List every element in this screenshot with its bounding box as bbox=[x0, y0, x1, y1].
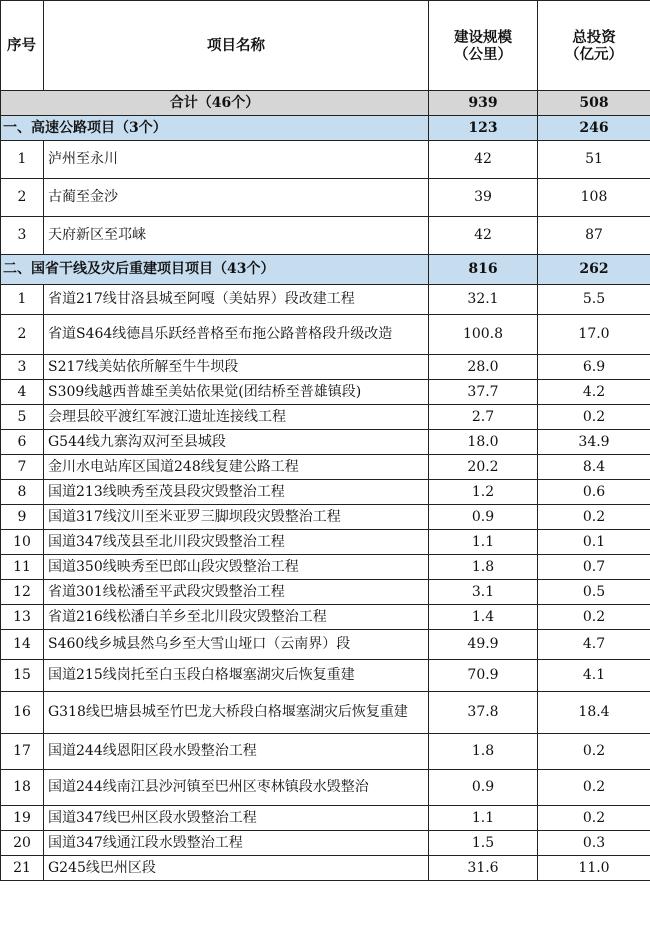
row-scale: 39 bbox=[429, 179, 538, 217]
row-name: G318线巴塘县城至竹巴龙大桥段白格堰塞湖灾后恢复重建 bbox=[44, 692, 429, 734]
row-index: 18 bbox=[1, 770, 44, 806]
row-scale: 37.8 bbox=[429, 692, 538, 734]
table-row bbox=[1, 455, 650, 480]
row-invest: 0.3 bbox=[538, 831, 650, 856]
row-index: 9 bbox=[1, 505, 44, 530]
header-invest-line1: 总投资 bbox=[572, 28, 616, 46]
row-name: G245线巴州区段 bbox=[44, 856, 429, 881]
table-row bbox=[1, 734, 650, 770]
row-index: 14 bbox=[1, 630, 44, 660]
total-label: 合计（46个） bbox=[1, 91, 429, 116]
table-row bbox=[1, 692, 650, 734]
section-title: 一、高速公路项目（3个） bbox=[1, 116, 429, 141]
row-scale: 1.8 bbox=[429, 555, 538, 580]
table-row bbox=[1, 480, 650, 505]
header-invest bbox=[538, 1, 650, 91]
table-row bbox=[1, 630, 650, 660]
row-index: 17 bbox=[1, 734, 44, 770]
row-index: 1 bbox=[1, 141, 44, 179]
row-name: 国道347线巴州区段水毁整治工程 bbox=[44, 806, 429, 831]
row-invest: 17.0 bbox=[538, 315, 650, 355]
row-index: 19 bbox=[1, 806, 44, 831]
section-invest: 262 bbox=[538, 255, 650, 285]
table-row bbox=[1, 770, 650, 806]
row-name: 国道350线映秀至巴郎山段灾毁整治工程 bbox=[44, 555, 429, 580]
row-invest: 87 bbox=[538, 217, 650, 255]
row-scale: 0.9 bbox=[429, 770, 538, 806]
table-row bbox=[1, 355, 650, 380]
row-index: 1 bbox=[1, 285, 44, 315]
row-name: 省道S464线德昌乐跃经普格至布拖公路普格段升级改造 bbox=[44, 315, 429, 355]
table-row bbox=[1, 430, 650, 455]
row-invest: 0.2 bbox=[538, 806, 650, 831]
row-invest: 0.2 bbox=[538, 605, 650, 630]
row-scale: 100.8 bbox=[429, 315, 538, 355]
row-index: 8 bbox=[1, 480, 44, 505]
header-row bbox=[1, 1, 650, 91]
section-row-trunk-roads bbox=[1, 255, 650, 285]
row-scale: 20.2 bbox=[429, 455, 538, 480]
table-row bbox=[1, 555, 650, 580]
row-index: 10 bbox=[1, 530, 44, 555]
row-scale: 31.6 bbox=[429, 856, 538, 881]
row-name: 国道347线通江段水毁整治工程 bbox=[44, 831, 429, 856]
row-invest: 8.4 bbox=[538, 455, 650, 480]
table-row bbox=[1, 856, 650, 881]
row-name: S309线越西普雄至美姑依果觉(团结桥至普雄镇段) bbox=[44, 380, 429, 405]
row-name: 省道216线松潘白羊乡至北川段灾毁整治工程 bbox=[44, 605, 429, 630]
row-invest: 0.5 bbox=[538, 580, 650, 605]
table-row bbox=[1, 660, 650, 692]
row-invest: 0.2 bbox=[538, 405, 650, 430]
row-index: 11 bbox=[1, 555, 44, 580]
row-index: 6 bbox=[1, 430, 44, 455]
row-name: 泸州至永川 bbox=[44, 141, 429, 179]
row-name: 国道244线南江县沙河镇至巴州区枣林镇段水毁整治 bbox=[44, 770, 429, 806]
row-invest: 0.2 bbox=[538, 770, 650, 806]
row-invest: 0.7 bbox=[538, 555, 650, 580]
row-scale: 1.8 bbox=[429, 734, 538, 770]
table-row bbox=[1, 315, 650, 355]
row-invest: 34.9 bbox=[538, 430, 650, 455]
row-index: 15 bbox=[1, 660, 44, 692]
row-index: 13 bbox=[1, 605, 44, 630]
row-name: 国道317线汶川至米亚罗三脚坝段灾毁整治工程 bbox=[44, 505, 429, 530]
table-row bbox=[1, 605, 650, 630]
row-invest: 18.4 bbox=[538, 692, 650, 734]
row-scale: 70.9 bbox=[429, 660, 538, 692]
row-name: 国道244线恩阳区段水毁整治工程 bbox=[44, 734, 429, 770]
row-index: 2 bbox=[1, 179, 44, 217]
row-index: 21 bbox=[1, 856, 44, 881]
row-scale: 37.7 bbox=[429, 380, 538, 405]
table-row bbox=[1, 380, 650, 405]
row-scale: 32.1 bbox=[429, 285, 538, 315]
row-scale: 1.5 bbox=[429, 831, 538, 856]
table-row bbox=[1, 505, 650, 530]
row-index: 20 bbox=[1, 831, 44, 856]
row-name: 会理县皎平渡红军渡江遗址连接线工程 bbox=[44, 405, 429, 430]
row-name: G544线九寨沟双河至县城段 bbox=[44, 430, 429, 455]
row-invest: 0.2 bbox=[538, 505, 650, 530]
section-invest: 246 bbox=[538, 116, 650, 141]
row-index: 3 bbox=[1, 217, 44, 255]
table-row bbox=[1, 179, 650, 217]
table-row bbox=[1, 405, 650, 430]
header-name: 项目名称 bbox=[44, 1, 429, 91]
header-invest-line2: （亿元） bbox=[565, 45, 623, 63]
header-scale-line2: （公里） bbox=[454, 45, 512, 63]
row-name: 国道347线茂县至北川段灾毁整治工程 bbox=[44, 530, 429, 555]
row-invest: 4.1 bbox=[538, 660, 650, 692]
table-row bbox=[1, 141, 650, 179]
row-name: 金川水电站库区国道248线复建公路工程 bbox=[44, 455, 429, 480]
row-index: 7 bbox=[1, 455, 44, 480]
row-invest: 0.1 bbox=[538, 530, 650, 555]
row-name: 国道213线映秀至茂县段灾毁整治工程 bbox=[44, 480, 429, 505]
total-row bbox=[1, 91, 650, 116]
row-invest: 11.0 bbox=[538, 856, 650, 881]
row-name: 国道215线岗托至白玉段白格堰塞湖灾后恢复重建 bbox=[44, 660, 429, 692]
table-row bbox=[1, 217, 650, 255]
row-invest: 6.9 bbox=[538, 355, 650, 380]
section-row-expressway bbox=[1, 116, 650, 141]
row-invest: 4.7 bbox=[538, 630, 650, 660]
table-row bbox=[1, 831, 650, 856]
section-scale: 123 bbox=[429, 116, 538, 141]
row-scale: 42 bbox=[429, 141, 538, 179]
row-name: 古蔺至金沙 bbox=[44, 179, 429, 217]
row-scale: 28.0 bbox=[429, 355, 538, 380]
row-name: 省道217线甘洛县城至阿嘎（美姑界）段改建工程 bbox=[44, 285, 429, 315]
row-scale: 1.1 bbox=[429, 530, 538, 555]
row-invest: 108 bbox=[538, 179, 650, 217]
header-scale-line1: 建设规模 bbox=[454, 28, 512, 46]
header-index: 序号 bbox=[1, 1, 44, 91]
row-scale: 42 bbox=[429, 217, 538, 255]
header-scale bbox=[429, 1, 538, 91]
row-name: 天府新区至邛崃 bbox=[44, 217, 429, 255]
row-scale: 0.9 bbox=[429, 505, 538, 530]
total-invest: 508 bbox=[538, 91, 650, 116]
row-invest: 0.2 bbox=[538, 734, 650, 770]
table-row bbox=[1, 530, 650, 555]
row-index: 16 bbox=[1, 692, 44, 734]
row-scale: 3.1 bbox=[429, 580, 538, 605]
row-invest: 51 bbox=[538, 141, 650, 179]
row-index: 4 bbox=[1, 380, 44, 405]
row-scale: 1.1 bbox=[429, 806, 538, 831]
row-invest: 5.5 bbox=[538, 285, 650, 315]
row-scale: 18.0 bbox=[429, 430, 538, 455]
row-name: 省道301线松潘至平武段灾毁整治工程 bbox=[44, 580, 429, 605]
row-name: S217线美姑依所解至牛牛坝段 bbox=[44, 355, 429, 380]
section-title: 二、国省干线及灾后重建项目项目（43个） bbox=[1, 255, 429, 285]
row-scale: 1.4 bbox=[429, 605, 538, 630]
row-index: 5 bbox=[1, 405, 44, 430]
table-row bbox=[1, 806, 650, 831]
section-scale: 816 bbox=[429, 255, 538, 285]
row-name: S460线乡城县然乌乡至大雪山垭口（云南界）段 bbox=[44, 630, 429, 660]
row-index: 12 bbox=[1, 580, 44, 605]
row-invest: 4.2 bbox=[538, 380, 650, 405]
row-index: 3 bbox=[1, 355, 44, 380]
total-scale: 939 bbox=[429, 91, 538, 116]
table-row bbox=[1, 285, 650, 315]
row-scale: 1.2 bbox=[429, 480, 538, 505]
row-index: 2 bbox=[1, 315, 44, 355]
row-scale: 2.7 bbox=[429, 405, 538, 430]
row-scale: 49.9 bbox=[429, 630, 538, 660]
table-row bbox=[1, 580, 650, 605]
row-invest: 0.6 bbox=[538, 480, 650, 505]
